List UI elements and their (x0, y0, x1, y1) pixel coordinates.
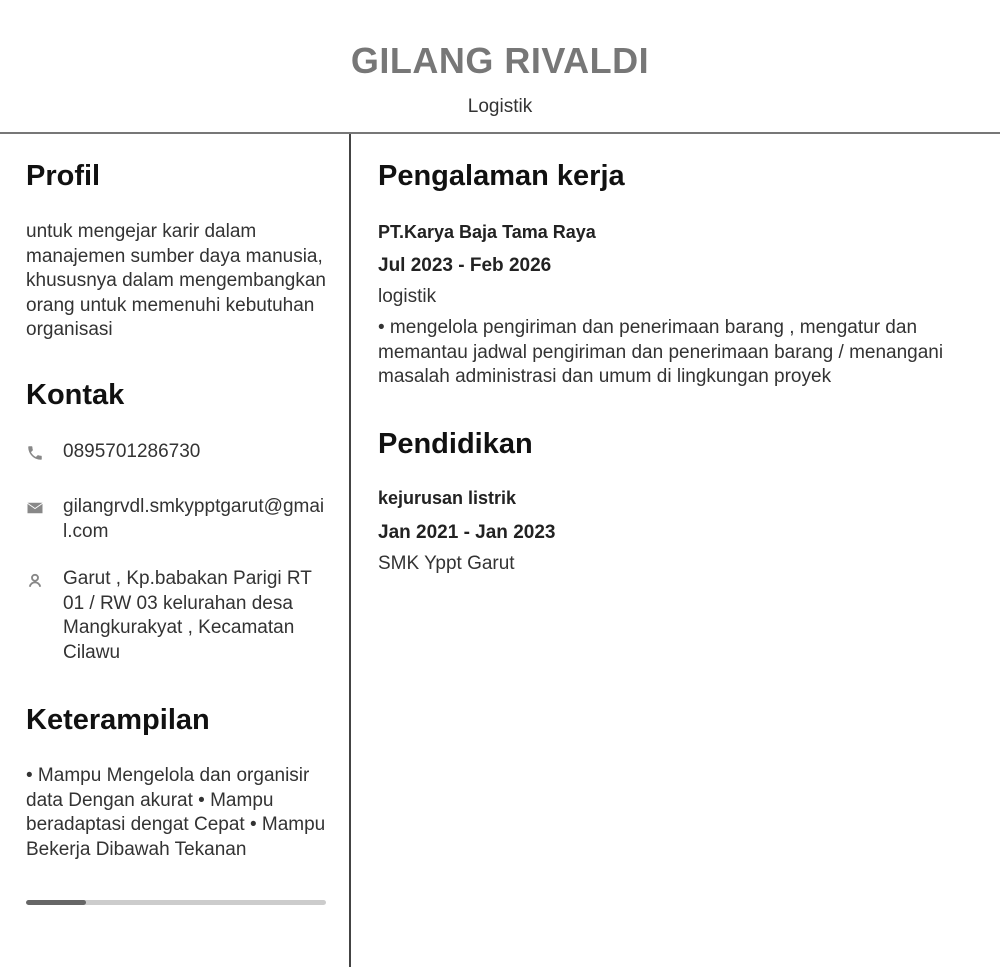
skill-level-fill (26, 900, 86, 905)
education-period: Jan 2021 - Jan 2023 (378, 522, 556, 543)
education-school: SMK Yppt Garut (378, 553, 515, 574)
location-icon (26, 571, 44, 589)
email-icon (26, 499, 44, 517)
phone-icon (26, 444, 44, 462)
skills-heading: Keterampilan (26, 704, 210, 736)
candidate-name: GILANG RIVALDI (350, 40, 650, 81)
resume-header (0, 0, 1000, 134)
skill-level-bar (26, 900, 326, 905)
address-text: Garut , Kp.babakan Parigi RT 01 / RW 03 kelurahan desa Mangkurakyat , Kecamatan Cilawu (63, 568, 312, 663)
education-major: kejurusan listrik (378, 488, 517, 508)
email-address[interactable]: gilangrvdl.smkypptgarut@gmail.com (63, 496, 325, 542)
candidate-role: Logistik (467, 96, 533, 117)
experience-position: logistik (378, 286, 437, 307)
company-name: PT.Karya Baja Tama Raya (378, 222, 596, 242)
contact-heading: Kontak (26, 379, 125, 411)
experience-period: Jul 2023 - Feb 2026 (378, 255, 552, 276)
profile-heading: Profil (26, 160, 101, 192)
skills-text: • Mampu Mengelola dan organisir data Dengan akurat • Mampu beradaptasi dengat Cepat • Mampu Bekerja Dibawah Tekanan (26, 765, 326, 860)
experience-description: • mengelola pengiriman dan penerimaan barang , mengatur dan memantau jadwal pengiriman dan penerimaan barang / menangani masalah administrasi dan umum di lingkungan proyek (378, 317, 944, 387)
sidebar (0, 134, 351, 967)
profile-text: untuk mengejar karir dalam manajemen sumber daya manusia, khususnya dalam mengembangkan orang untuk memenuhi kebutuhan organisasi (26, 221, 326, 340)
experience-heading: Pengalaman kerja (378, 160, 625, 192)
main-content (352, 134, 1000, 967)
education-heading: Pendidikan (378, 428, 533, 460)
phone-number[interactable]: 0895701286730 (63, 441, 201, 462)
